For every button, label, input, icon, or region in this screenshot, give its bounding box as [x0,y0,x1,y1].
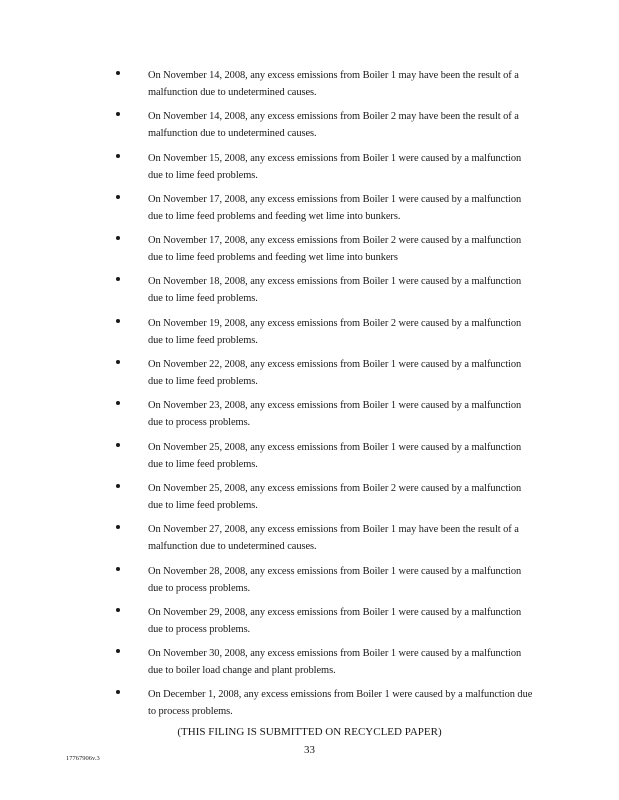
list-item [0,315,619,356]
bullet-icon [116,567,120,571]
list-item [0,397,619,438]
list-item-text: On November 19, 2008, any excess emissions from Boiler 2 were caused by a malfunction due to lime feed problems. [148,317,522,346]
bullet-icon [116,154,120,158]
list-item-text: On November 28, 2008, any excess emissions from Boiler 1 were caused by a malfunction due to process problems. [148,565,522,594]
list-item-text: On November 25, 2008, any excess emissions from Boiler 1 were caused by a malfunction due to lime feed problems. [148,441,522,470]
list-item [0,67,619,108]
bullet-icon [116,690,120,694]
bullet-icon [116,112,120,116]
list-item [0,439,619,480]
list-item [0,521,619,562]
list-item [0,108,619,149]
list-item-text: On December 1, 2008, any excess emissions from Boiler 1 were caused by a malfunction due to process problems. [148,689,533,718]
page-number: 33 [304,744,315,756]
list-item-text: On November 18, 2008, any excess emissions from Boiler 1 were caused by a malfunction due to lime feed problems. [148,276,522,305]
list-item-text: On November 17, 2008, any excess emissions from Boiler 1 were caused by a malfunction due to lime feed problems and feeding wet lime into bunkers. [148,193,522,222]
list-item-text: On November 23, 2008, any excess emissions from Boiler 1 were caused by a malfunction due to process problems. [148,400,522,429]
bullet-icon [116,277,120,281]
list-item [0,232,619,273]
list-item-text: On November 15, 2008, any excess emissions from Boiler 1 were caused by a malfunction due to lime feed problems. [148,152,522,181]
bullet-icon [116,525,120,529]
document-id: 17767906v.3 [66,755,100,762]
list-item [0,604,619,645]
bullet-icon [116,360,120,364]
list-item [0,150,619,191]
bullet-icon [116,236,120,240]
list-item-text: On November 29, 2008, any excess emissions from Boiler 1 were caused by a malfunction due to process problems. [148,606,522,635]
list-item-text: On November 30, 2008, any excess emissions from Boiler 1 were caused by a malfunction due to boiler load change and plant problems. [148,648,522,677]
bullet-icon [116,649,120,653]
list-item-text: On November 14, 2008, any excess emissions from Boiler 1 may have been the result of a malfunction due to undetermined causes. [148,70,519,98]
bullet-icon [116,443,120,447]
bullet-icon [116,401,120,405]
list-item [0,563,619,604]
bullet-icon [116,484,120,488]
list-item-text: On November 14, 2008, any excess emissions from Boiler 2 may have been the result of a malfunction due to undetermined causes. [148,111,519,140]
list-item [0,273,619,314]
bullet-icon [116,319,120,323]
bullet-icon [116,608,120,612]
list-item [0,480,619,521]
list-item [0,686,619,727]
bullet-list [0,67,619,728]
bullet-icon [116,195,120,199]
recycled-paper-notice: (THIS FILING IS SUBMITTED ON RECYCLED PAPER) [177,726,442,738]
list-item [0,356,619,397]
list-item-text: On November 25, 2008, any excess emissions from Boiler 2 were caused by a malfunction due to lime feed problems. [148,482,522,511]
list-item-text: On November 17, 2008, any excess emissions from Boiler 2 were caused by a malfunction due to lime feed problems and feeding wet lime into bunkers [148,235,522,264]
bullet-icon [116,71,120,75]
list-item-text: On November 22, 2008, any excess emissions from Boiler 1 were caused by a malfunction due to lime feed problems. [148,359,522,388]
list-item [0,645,619,686]
list-item [0,191,619,232]
list-item-text: On November 27, 2008, any excess emissions from Boiler 1 may have been the result of a malfunction due to undetermined causes. [148,524,519,553]
